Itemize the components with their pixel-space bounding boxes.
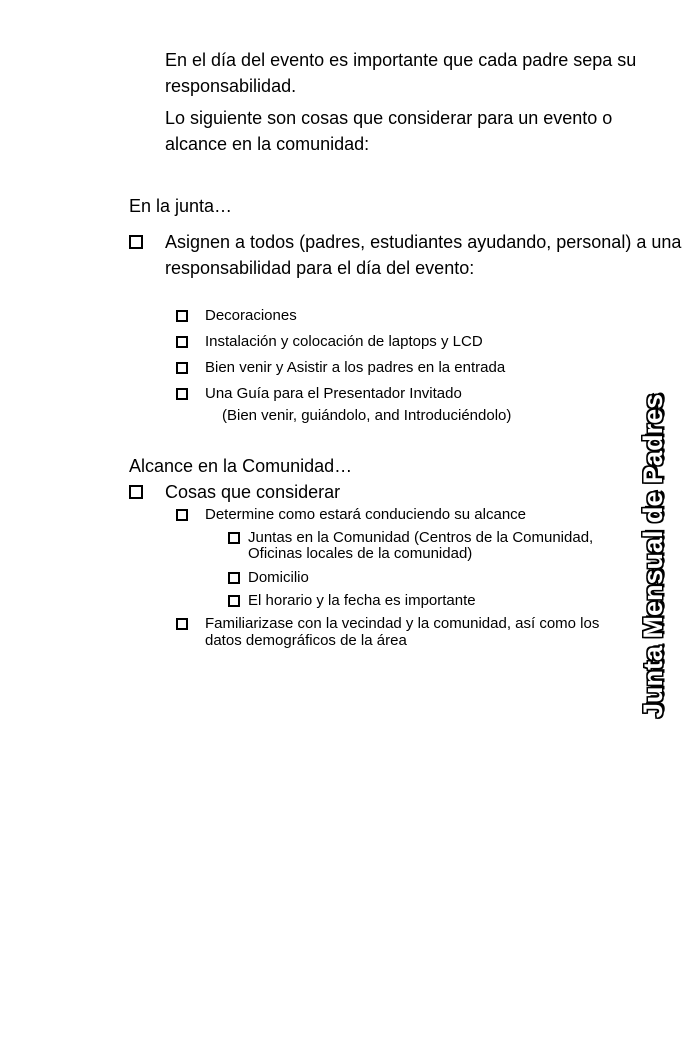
list-subitem-text: Una Guía para el Presentador Invitado	[205, 385, 462, 402]
list-subsubitem-text: Domicilio	[248, 569, 309, 586]
list-item-cosas	[129, 479, 685, 505]
sidebar-title: Junta Mensual de Padres	[638, 393, 668, 718]
checkbox-icon	[176, 509, 188, 521]
list-subsubitem-text: Juntas en la Comunidad (Centros de la Comunidad, Oficinas locales de la comunidad)	[248, 529, 594, 562]
intro-paragraph-1: En el día del evento es importante que cada padre sepa su responsabilidad.	[165, 50, 637, 96]
list-item-text: Asignen a todos (padres, estudiantes ayudando, personal) a una responsabilidad para el día del evento:	[165, 232, 682, 278]
checkbox-icon	[176, 362, 188, 374]
checkbox-icon	[176, 618, 188, 630]
list-subitem	[176, 307, 645, 324]
checkbox-icon	[129, 235, 143, 249]
intro-paragraph-2: Lo siguiente son cosas que considerar para un evento o alcance en la comunidad:	[165, 108, 613, 154]
list-subitem	[176, 615, 635, 649]
list-subsubitem	[228, 530, 648, 562]
list-item-assign	[129, 229, 685, 281]
list-subitem	[176, 506, 645, 523]
list-subitem-text: Decoraciones	[205, 307, 297, 324]
checkbox-icon	[176, 310, 188, 322]
list-subitem-continuation: (Bien venir, guiándolo, and Introduciéndolo)	[222, 407, 512, 424]
list-subitem	[176, 359, 645, 376]
list-subitem	[176, 333, 645, 350]
list-subsubitem-text: El horario y la fecha es importante	[248, 592, 476, 609]
list-subitem-text: Instalación y colocación de laptops y LCD	[205, 333, 483, 350]
list-subitem	[176, 385, 645, 402]
section-heading-alcance: Alcance en la Comunidad…	[129, 456, 353, 476]
checkbox-icon	[228, 532, 240, 544]
checkbox-icon	[176, 336, 188, 348]
checkbox-icon	[129, 485, 143, 499]
checkbox-icon	[228, 595, 240, 607]
list-item-text: Cosas que considerar	[165, 482, 341, 502]
list-subitem-text: Bien venir y Asistir a los padres en la entrada	[205, 359, 506, 376]
list-subsubitem	[228, 570, 648, 586]
checkbox-icon	[176, 388, 188, 400]
section-heading-junta: En la junta…	[129, 196, 233, 216]
checkbox-icon	[228, 572, 240, 584]
list-subitem-text: Determine como estará conduciendo su alcance	[205, 506, 527, 523]
list-subitem-text: Familiarizase con la vecindad y la comunidad, así como los datos demográficos de la área	[205, 615, 600, 649]
list-subsubitem	[228, 593, 648, 609]
